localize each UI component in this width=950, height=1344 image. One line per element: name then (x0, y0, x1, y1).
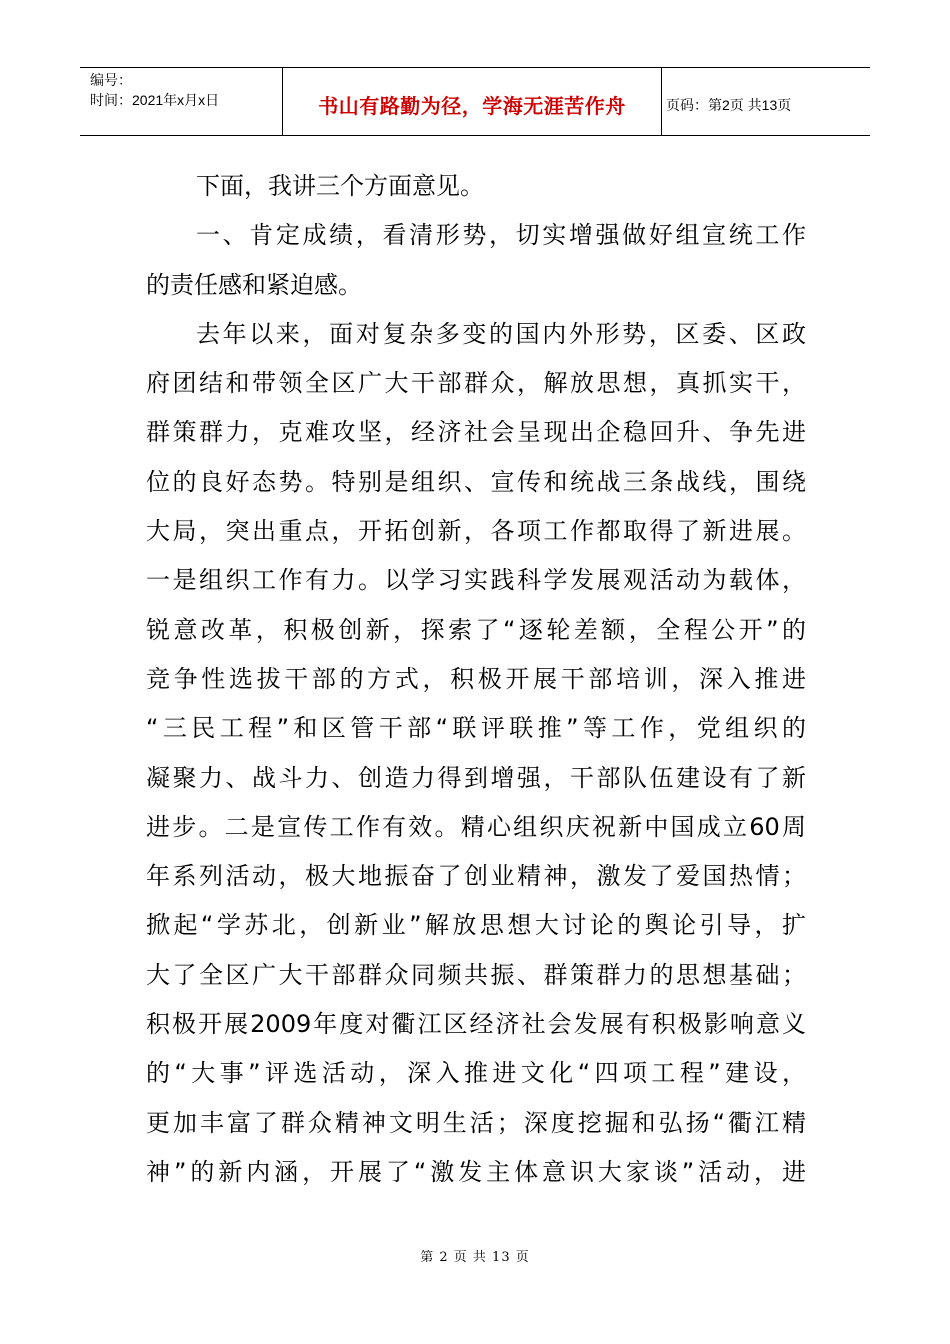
body-line: 的责任感和紧迫感。 (146, 270, 362, 299)
body-line: 进步。二是宣传工作有效。精心组织庆祝新中国成立60周 (146, 812, 806, 841)
body-line: 竞争性选拔干部的方式，积极开展干部培训，深入推进 (146, 664, 806, 693)
time-label: 时间：2021年x月x日 (90, 92, 220, 108)
document-body (146, 166, 806, 1201)
body-line: 下面，我讲三个方面意见。 (196, 172, 484, 200)
document-header (80, 67, 870, 136)
body-line: 位的良好态势。特别是组织、宣传和统战三条战线，围绕 (146, 467, 806, 496)
body-line: 锐意改革，积极创新，探索了“逐轮差额，全程公开”的 (146, 615, 806, 644)
page-code: 页码：第2页 共13页 (666, 96, 792, 113)
body-line: 大了全区广大干部群众同频共振、群策群力的思想基础； (146, 960, 806, 989)
body-line: 神”的新内涵，开展了“激发主体意识大家谈”活动，进 (146, 1157, 806, 1186)
page-footer: 第 2 页 共 13 页 (420, 1250, 530, 1265)
body-line: 年系列活动，极大地振奋了创业精神，激发了爱国热情； (146, 862, 806, 891)
body-line: 大局，突出重点，开拓创新，各项工作都取得了新进展。 (146, 517, 806, 546)
body-line: 积极开展2009年度对衢江区经济社会发展有积极影响意义 (146, 1010, 806, 1039)
header-page-cell (662, 68, 870, 135)
number-label: 编号： (90, 72, 132, 88)
body-line: 更加丰富了群众精神文明生活；深度挖掘和弘扬“衢江精 (146, 1108, 806, 1137)
body-line: 群策群力，克难攻坚，经济社会呈现出企稳回升、争先进 (146, 418, 806, 447)
body-line: 掀起“学苏北，创新业”解放思想大讨论的舆论引导，扩 (146, 911, 806, 940)
body-line: 凝聚力、战斗力、创造力得到增强，干部队伍建设有了新 (146, 763, 806, 792)
body-line: 一是组织工作有力。以学习实践科学发展观活动为载体， (146, 566, 806, 595)
header-meta-cell (80, 68, 283, 135)
body-line: 的“大事”评选活动，深入推进文化“四项工程”建设， (146, 1059, 806, 1088)
body-line: 去年以来，面对复杂多变的国内外形势，区委、区政 (196, 319, 806, 348)
header-motto-cell (283, 68, 662, 135)
motto-text: 书山有路勤为径，学海无涯苦作舟 (318, 94, 626, 118)
body-line: “三民工程”和区管干部“联评联推”等工作，党组织的 (146, 714, 806, 743)
body-line: 一、肯定成绩，看清形势，切实增强做好组宣统工作 (196, 221, 806, 250)
body-line: 府团结和带领全区广大干部群众，解放思想，真抓实干， (146, 369, 806, 398)
